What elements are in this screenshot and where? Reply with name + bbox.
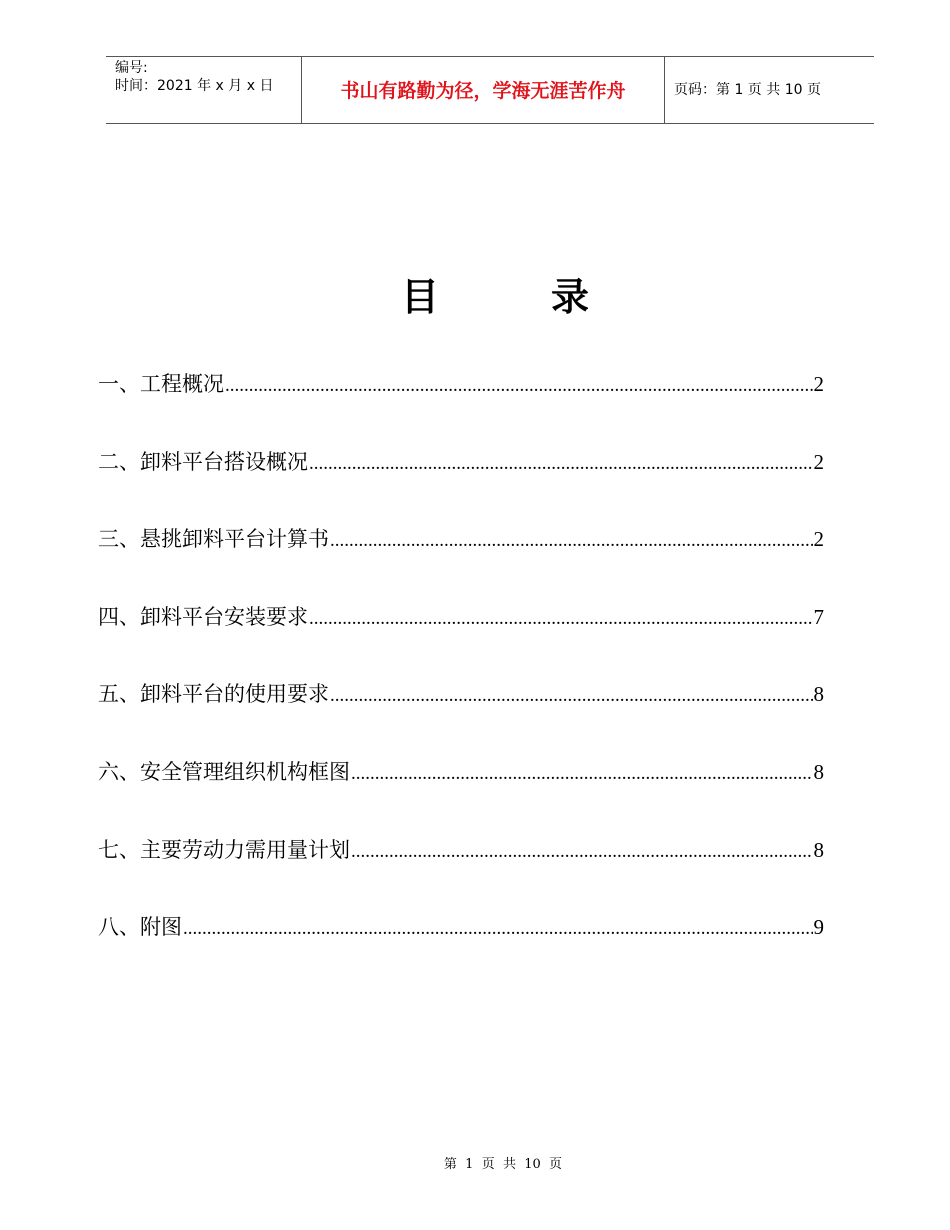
toc-entry-label: 三、悬挑卸料平台计算书 xyxy=(98,527,329,552)
toc-entry-label: 四、卸料平台安装要求 xyxy=(98,604,308,629)
toc-entry-label: 五、卸料平台的使用要求 xyxy=(98,682,329,707)
toc-dot-leader xyxy=(330,676,813,716)
toc-entry-label: 七、主要劳动力需用量计划 xyxy=(98,837,350,862)
toc-entry-page: 8 xyxy=(813,837,824,862)
toc-entry-page: 2 xyxy=(813,527,824,552)
table-of-contents xyxy=(98,364,824,985)
toc-entry-page: 2 xyxy=(813,449,824,474)
toc-entry[interactable] xyxy=(98,830,824,908)
header-motto-cell xyxy=(302,57,665,123)
toc-title-char: 目 xyxy=(400,275,439,319)
page-footer xyxy=(0,1156,950,1174)
toc-entry-label: 二、卸料平台搭设概况 xyxy=(98,449,308,474)
toc-dot-leader xyxy=(309,599,813,639)
toc-entry-page: 8 xyxy=(813,759,824,784)
toc-entry[interactable] xyxy=(98,442,824,520)
toc-dot-leader xyxy=(309,444,813,484)
toc-dot-leader xyxy=(225,366,813,406)
footer-page-number: 第 1 页 共 10 页 xyxy=(443,1157,563,1172)
header-meta-cell xyxy=(106,57,302,123)
toc-entry-label: 八、附图 xyxy=(98,915,182,940)
toc-dot-leader xyxy=(183,909,813,949)
toc-dot-leader xyxy=(351,754,813,794)
toc-entry-page: 7 xyxy=(813,604,824,629)
toc-entry[interactable] xyxy=(98,752,824,830)
toc-entry[interactable] xyxy=(98,364,824,442)
toc-title xyxy=(395,272,595,322)
header-page-number: 页码：第 1 页 共 10 页 xyxy=(674,82,821,98)
toc-entry[interactable] xyxy=(98,674,824,752)
document-date: 时间：2021 年 x 月 x 日 xyxy=(115,78,274,94)
toc-entry[interactable] xyxy=(98,519,824,597)
toc-dot-leader xyxy=(330,521,813,561)
document-number-label: 编号: xyxy=(115,60,148,76)
toc-dot-leader xyxy=(351,832,813,872)
toc-entry[interactable] xyxy=(98,907,824,985)
toc-entry-page: 9 xyxy=(813,915,824,940)
toc-entry-label: 六、安全管理组织机构框图 xyxy=(98,759,350,784)
page-header xyxy=(106,56,874,124)
toc-entry[interactable] xyxy=(98,597,824,675)
header-page-cell xyxy=(665,57,874,123)
toc-entry-label: 一、工程概况 xyxy=(98,372,224,396)
toc-entry-page: 8 xyxy=(813,682,824,707)
toc-entry-page: 2 xyxy=(813,372,824,396)
toc-title-char: 录 xyxy=(550,275,589,319)
header-motto: 书山有路勤为径，学海无涯苦作舟 xyxy=(340,80,626,102)
